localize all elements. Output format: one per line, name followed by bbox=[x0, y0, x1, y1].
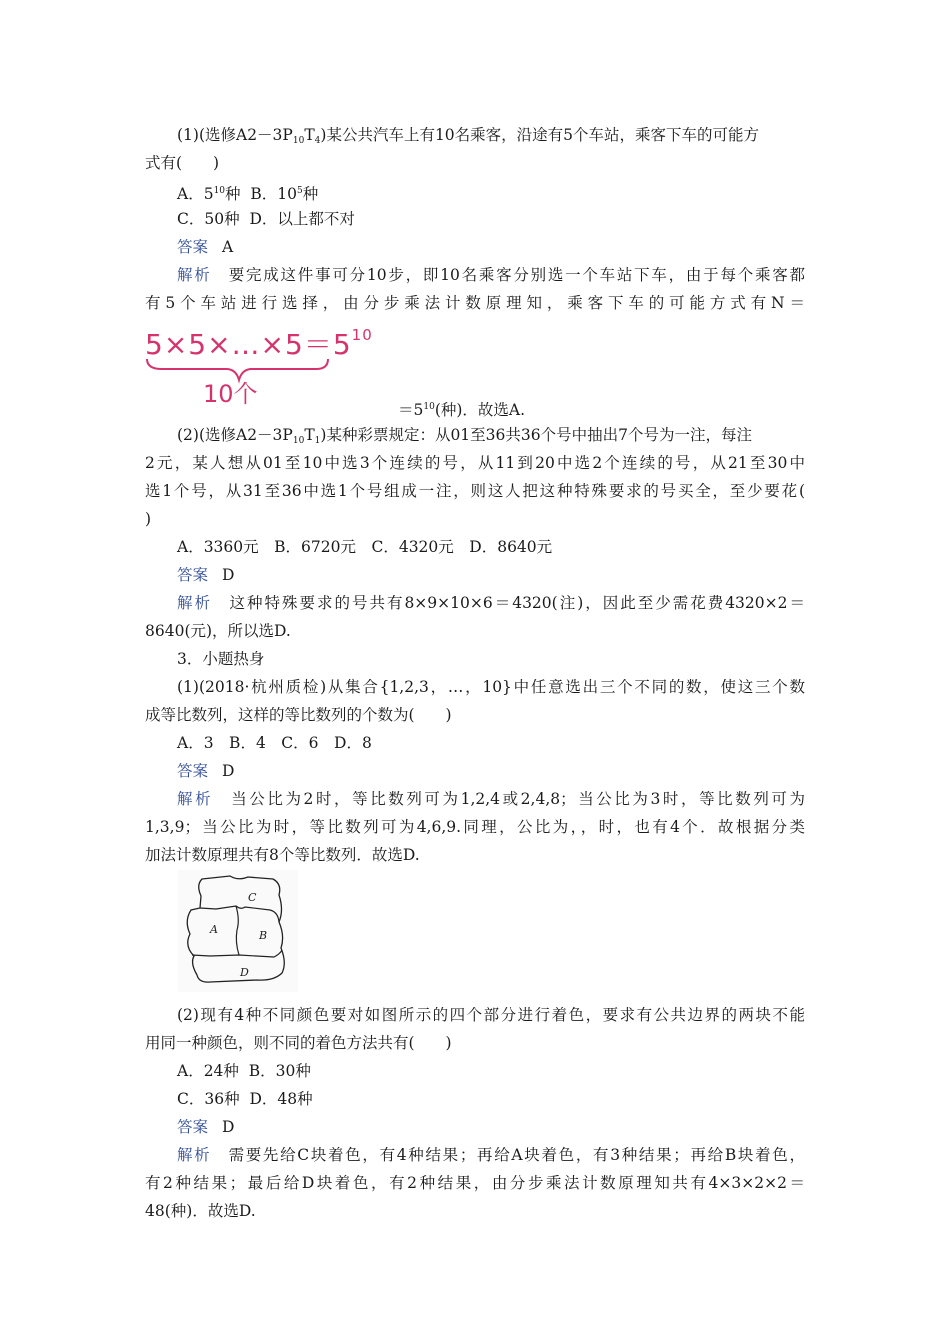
answer-label: 答案 bbox=[177, 566, 209, 584]
q3-analysis: 解析 当公比为2时，等比数列可为1,2,4或2,4,8；当公比为3时，等比数列可为 bbox=[177, 790, 805, 808]
answer-label: 答案 bbox=[177, 762, 209, 780]
q2-analysis-cont: 8640(元)，所以选D. bbox=[145, 622, 291, 640]
formula-count: 10个 bbox=[203, 380, 258, 408]
q4-stem: (2)现有4种不同颜色要对如图所示的四个部分进行着色，要求有公共边界的两块不能 bbox=[177, 1006, 805, 1024]
analysis-label: 解析 bbox=[177, 266, 212, 284]
formula-expression: $5\times 5\times\dots\times 5=5^{10}$ bbox=[145, 326, 373, 361]
q1-stem-cont: 式有( ) bbox=[145, 154, 220, 172]
region-label-b: B bbox=[259, 929, 268, 942]
q4-analysis-cont-1: 有2种结果；最后给D块着色，有2种结果，由分步乘法计数原理知共有4×3×2×2＝ bbox=[145, 1174, 805, 1192]
q3-answer: 答案 D bbox=[177, 762, 235, 780]
region-label-a: A bbox=[210, 923, 218, 936]
q3-options: A．3 B．4 C．6 D．8 bbox=[177, 734, 372, 752]
q2-stem-cont-2: 选1个号，从31至36中选1个号组成一注，则这人把这种特殊要求的号买全，至少要花( bbox=[145, 482, 805, 500]
analysis-label: 解析 bbox=[177, 594, 212, 612]
q4-analysis: 解析 需要先给C块着色，有4种结果；再给A块着色，有3种结果；再给B块着色， bbox=[177, 1146, 805, 1164]
section-title: 3．小题热身 bbox=[177, 650, 265, 668]
q1-analysis: 解析 要完成这件事可分10步，即10名乘客分别选一个车站下车，由于每个乘客都 bbox=[177, 266, 805, 284]
region-map-figure bbox=[178, 870, 298, 992]
region-label-c: C bbox=[248, 891, 257, 904]
analysis-label: 解析 bbox=[177, 790, 214, 808]
q4-stem-cont: 用同一种颜色，则不同的着色方法共有( ) bbox=[145, 1034, 452, 1052]
analysis-label: 解析 bbox=[177, 1146, 212, 1164]
region-label-d: D bbox=[240, 966, 249, 979]
answer-label: 答案 bbox=[177, 238, 209, 256]
q3-stem: (1)(2018·杭州质检)从集合{1,2,3，…，10}中任意选出三个不同的数，使这三个数 bbox=[177, 678, 805, 696]
q4-analysis-cont-2: 48(种)．故选D. bbox=[145, 1202, 256, 1220]
q3-stem-cont: 成等比数列，这样的等比数列的个数为( ) bbox=[145, 706, 452, 724]
q3-analysis-cont-2: 加法计数原理共有8个等比数列．故选D. bbox=[145, 846, 420, 864]
q4-answer: 答案 D bbox=[177, 1118, 235, 1136]
q2-options: A．3360元 B．6720元 C．4320元 D．8640元 bbox=[177, 538, 553, 556]
q1-options-ab: A．$5^{10}$种 B．$10^5$种 bbox=[177, 185, 319, 203]
q1-stem: (1)(选修$A2-3P_{10}T_4$)某公共汽车上有10名乘客，沿途有5个车站，乘客下车的可能方 bbox=[177, 126, 760, 146]
q2-stem: (2)(选修$A2-3P_{10}T_1$)某种彩票规定：从01至36共36个号中抽出7个号为一注，每注 bbox=[177, 426, 752, 446]
q4-options-ab: A．24种 B．30种 bbox=[177, 1062, 311, 1080]
q1-analysis-cont: 有5个车站进行选择，由分步乘法计数原理知，乘客下车的可能方式有N＝ bbox=[145, 294, 805, 312]
q2-stem-cont-3: ) bbox=[145, 510, 152, 528]
q1-options-cd: C．50种 D．以上都不对 bbox=[177, 210, 355, 228]
q3-analysis-cont-1: 1,3,9；当公比为时，等比数列可为4,6,9.同理，公比为，，时，也有4个．故根据分类 bbox=[145, 818, 805, 836]
q2-answer: 答案 D bbox=[177, 566, 235, 584]
q1-result: $=5^{10}$(种)．故选A. bbox=[398, 401, 526, 419]
q1-answer: 答案 A bbox=[177, 238, 234, 256]
q4-options-cd: C．36种 D．48种 bbox=[177, 1090, 313, 1108]
q2-stem-cont-1: 2元，某人想从01至10中选3个连续的号，从11到20中选2个连续的号，从21至30中 bbox=[145, 454, 805, 472]
q2-analysis: 解析 这种特殊要求的号共有8×9×10×6＝4320(注)，因此至少需花费4320×2＝ bbox=[177, 594, 805, 612]
answer-label: 答案 bbox=[177, 1118, 209, 1136]
